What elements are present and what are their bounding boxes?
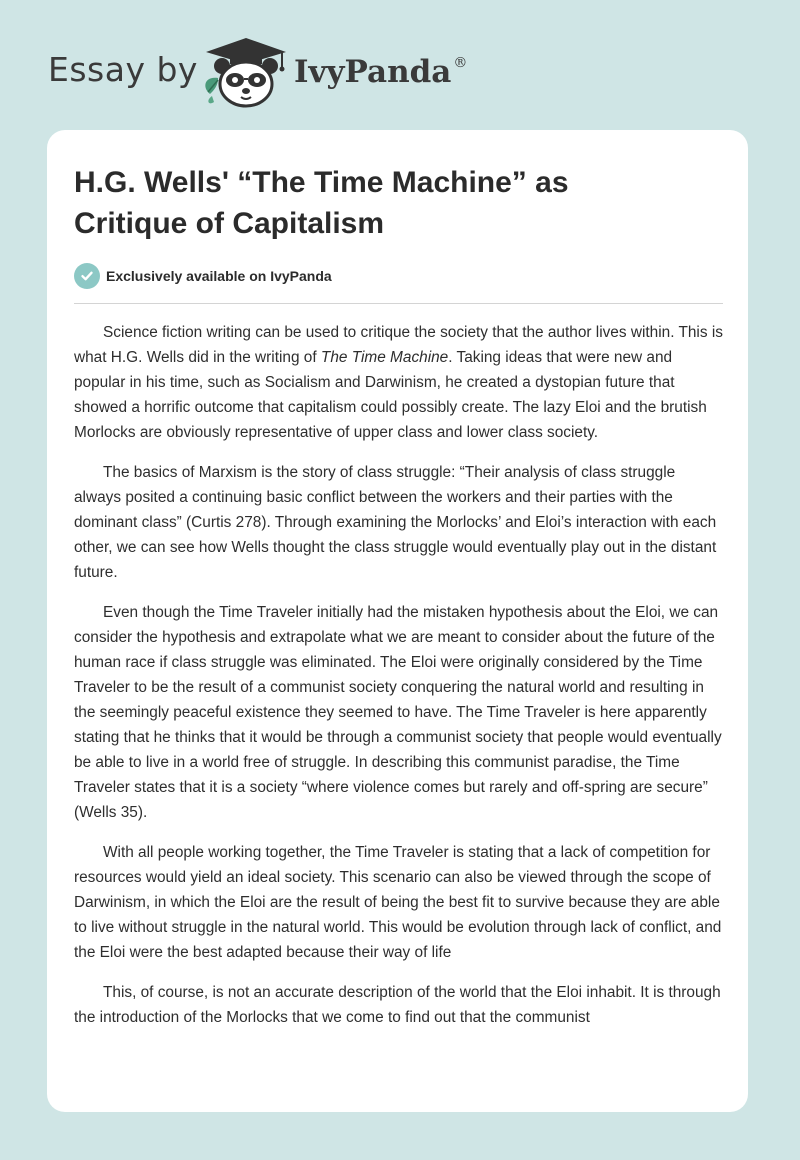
registered-mark: ®	[453, 54, 468, 71]
paragraph: Science fiction writing can be used to critique the society that the author lives within. This is what H.G. Wells did in the writing of The Time Machine. Taking ideas that were new and popular in his time, such as Socialism and Darwinism, he created a dystopian future that showed a horrific outcome that capitalism could possibly create. The lazy Eloi and the brutish Morlocks are obviously representative of upper class and lower class society.	[74, 324, 723, 441]
essay-title-line1: H.G. Wells' “The Time Machine” as	[74, 166, 569, 199]
divider	[74, 303, 723, 304]
paragraph: Even though the Time Traveler initially had the mistaken hypothesis about the Eloi, we can consider the hypothesis and extrapolate what we are meant to consider about the future of the human race if class struggle was eliminated. The Eloi were originally considered by the Time Traveler to be the result of a communist society conquering the natural world and resulting in the seemingly peaceful existence they seemed to have. The Time Traveler is here apparently stating that he thinks that it would be through a communist society that people would eventually be able to live in a world free of struggle. In describing this communist paradise, the Time Traveler states that it is a society “where violence comes but rarely and off-spring are secure” (Wells 35).	[74, 604, 722, 821]
paragraph: The basics of Marxism is the story of class struggle: “Their analysis of class struggle always posited a continuing basic conflict between the workers and their parties with the dominant class” (Curtis 278). Through examining the Morlocks’ and Eloi’s interaction with each other, we can see how Wells thought the class struggle would eventually play out in the distant future.	[74, 464, 717, 581]
essay-card	[47, 130, 748, 1112]
essay-title	[74, 162, 724, 244]
brand-name[interactable]: IvyPanda ®	[294, 54, 468, 90]
exclusive-badge	[74, 263, 332, 289]
paragraph: With all people working together, the Time Traveler is stating that a lack of competition for resources would yield an ideal society. This scenario can also be viewed through the scope of Darwinism, in which the Eloi are the result of being the best fit to survive because they are able to live without struggle in the natural world. This would be evolution through lack of conflict, and the Eloi were the best adapted because their way of life	[74, 844, 722, 961]
paragraph: This, of course, is not an accurate description of the world that the Eloi inhabit. It is through the introduction of the Morlocks that we come to find out that the communist	[74, 984, 721, 1026]
essay-by-label: Essay by	[48, 50, 198, 89]
panda-logo-icon	[200, 36, 292, 108]
book-title: The Time Machine	[320, 349, 449, 366]
essay-body	[74, 320, 724, 1045]
site-header	[0, 0, 800, 130]
check-icon	[74, 263, 100, 289]
essay-title-line2: Critique of Capitalism	[74, 207, 385, 240]
exclusive-badge-label: Exclusively available on IvyPanda	[106, 268, 332, 284]
leaf-icon	[205, 78, 218, 104]
